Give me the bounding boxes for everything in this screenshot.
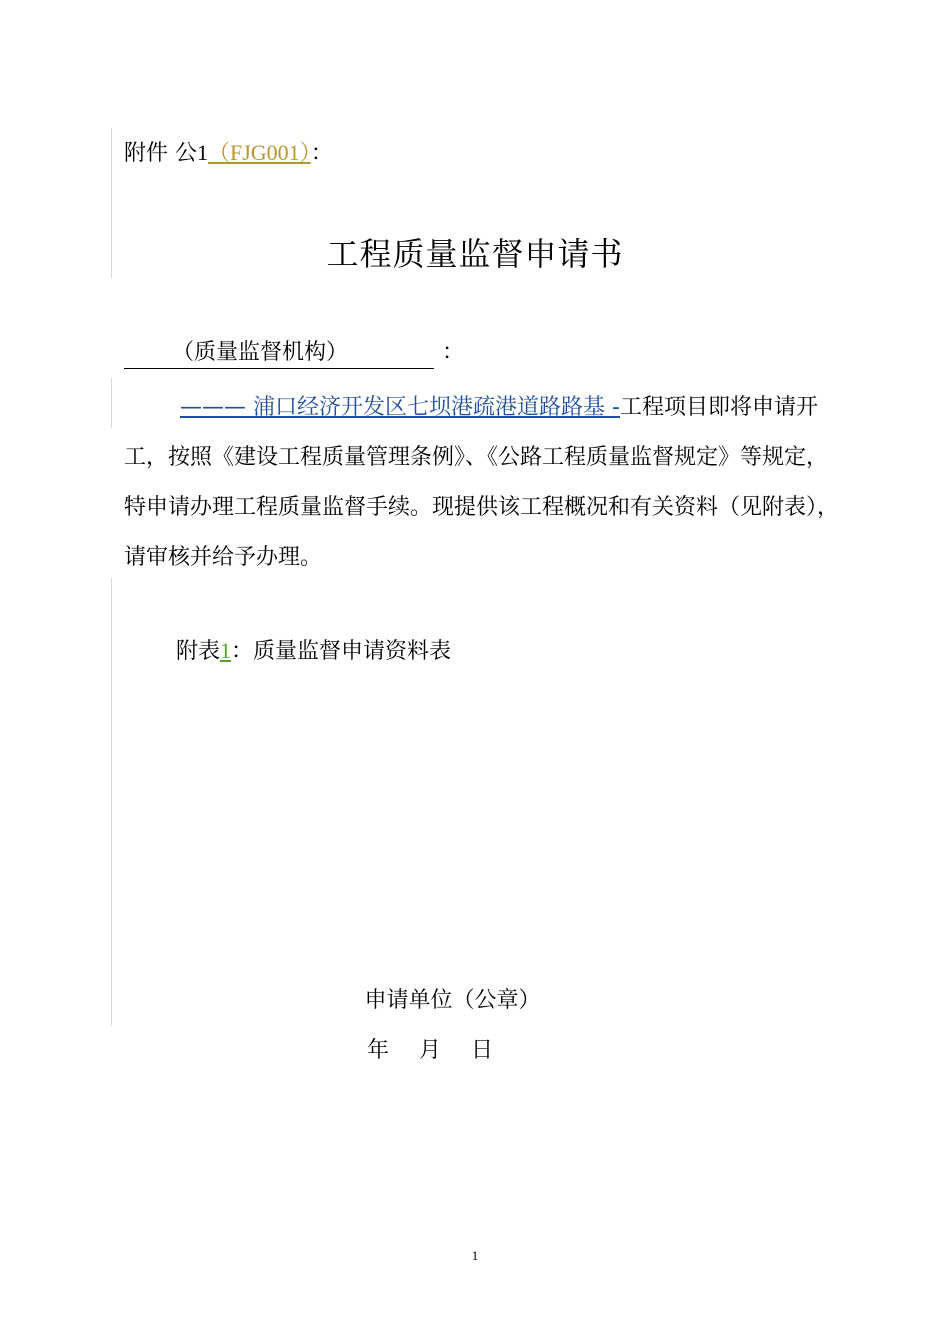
header-number: 1 bbox=[197, 140, 208, 165]
sign-date bbox=[367, 1036, 523, 1066]
attachment-number: 1 bbox=[220, 638, 232, 663]
addressee-blank bbox=[124, 338, 434, 369]
application-body bbox=[124, 383, 846, 583]
document-title: 工程质量监督申请书 bbox=[326, 235, 624, 273]
page-number: 1 bbox=[471, 1248, 479, 1263]
body-rest: 工程项目即将申请开工，按照《建设工程质量管理条例》、《公路工程质量监督规定》等规定，特申请办理工程质量监督手续。现提供该工程概况和有关资料（见附表），请审核并给予办理。 bbox=[124, 395, 840, 570]
attachment-text: ：质量监督申请资料表 bbox=[231, 639, 452, 664]
attachment-prefix: 附表 bbox=[176, 639, 221, 664]
header-prefix: 附件 公 bbox=[124, 141, 197, 166]
date-month: 月 bbox=[419, 1038, 442, 1063]
attachment-header bbox=[124, 138, 333, 169]
header-suffix: ： bbox=[310, 141, 333, 166]
project-name-link[interactable] bbox=[180, 395, 620, 420]
attachment-line bbox=[176, 636, 451, 667]
addressee-suffix: ： bbox=[442, 340, 465, 365]
body-paragraph bbox=[124, 383, 846, 583]
applicant-seal: 申请单位（公章） bbox=[364, 988, 541, 1013]
date-day: 日 bbox=[471, 1038, 494, 1063]
project-name: 浦口经济开发区七坝港疏港道路路基 bbox=[253, 395, 606, 420]
date-year: 年 bbox=[367, 1038, 390, 1063]
margin-line bbox=[111, 578, 112, 1026]
project-link-tail: - bbox=[612, 395, 620, 420]
form-code: （FJG001） bbox=[208, 140, 311, 165]
project-dash: ——— bbox=[180, 395, 246, 420]
addressee-line bbox=[124, 338, 464, 369]
margin-line bbox=[111, 378, 112, 428]
addressee-text: （质量监督机构） bbox=[172, 340, 349, 365]
